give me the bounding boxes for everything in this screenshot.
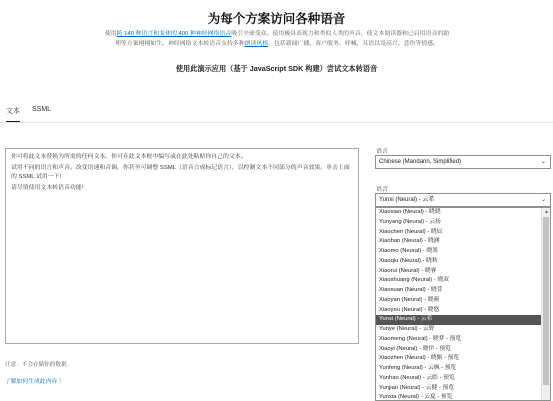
- text-input-area[interactable]: [5, 148, 359, 344]
- language-select-value: Chinese (Mandarin, Simplified): [379, 159, 462, 165]
- voice-option[interactable]: Yunyang (Neural) - 云扬: [379, 218, 441, 225]
- voice-option[interactable]: Yunye (Neural) - 云野: [379, 326, 435, 332]
- voice-options: [376, 208, 542, 401]
- voice-label: 语音: [376, 187, 389, 193]
- voice-option[interactable]: Xiaomeng (Neural) - 晓梦 - 预览: [379, 335, 462, 342]
- voice-option[interactable]: Xiaoxiao (Neural) - 晓晓: [379, 209, 441, 215]
- voice-option[interactable]: Xiaozhen (Neural) - 晓甄 - 预览: [379, 355, 460, 362]
- voice-option[interactable]: Xiaoyi (Neural) - 晓伊 - 预览: [379, 345, 451, 352]
- dropdown-scrollbar[interactable]: [541, 208, 550, 400]
- chevron-down-icon: ⌄: [540, 197, 546, 203]
- voice-option[interactable]: Xiaoshuang (Neural) - 晓双: [379, 277, 449, 284]
- voices-link[interactable]: 跨 140 种语言和变体的 400 种神经网络语音: [116, 31, 232, 37]
- voice-option[interactable]: Xiaoyan (Neural) - 晓颜: [379, 296, 440, 303]
- voice-select-value: Yunxi (Neural) - 云希: [379, 197, 435, 203]
- intro-text-mid: 吸引全球受众。使用极具表现力和类似人类的声音，使文本阅读器和已启用语音的助理等方案栩栩如生。神经网络文本转语音支持多种: [115, 31, 450, 47]
- voice-option[interactable]: Xiaoqiu (Neural) - 晓秋: [379, 257, 438, 264]
- scrollbar-thumb[interactable]: [543, 217, 549, 385]
- input-tabs: [6, 106, 51, 123]
- learn-more-link[interactable]: 了解如何生成此内容 〉: [5, 379, 65, 385]
- demo-subheading: 使用此演示应用（基于 JavaScript SDK 构建）尝试文本转语音: [175, 64, 378, 73]
- tab-divider: [0, 122, 553, 123]
- voice-option[interactable]: Yunxia (Neural) - 云夏 - 预览: [379, 394, 453, 401]
- voice-option[interactable]: Yunhao (Neural) - 云皓 - 预览: [379, 374, 455, 381]
- voice-option[interactable]: Xiaomo (Neural) - 晓墨: [379, 248, 438, 254]
- scroll-up-arrow-icon[interactable]: ▲: [544, 209, 549, 215]
- editor-line-3: 请尽情使用文本转语音功能!: [11, 185, 84, 191]
- voice-dropdown-list[interactable]: [375, 207, 551, 401]
- editor-line-2: 试用不同的语言和声音。改变语速和音调。你甚至可调整 SSML（语音合成标记语言），以控制文本不同部分的声音效果。单击上面的 SSML 试用一下!: [11, 165, 350, 180]
- language-label: 语言: [376, 149, 389, 155]
- voice-select[interactable]: [375, 193, 551, 207]
- editor-line-1: 你可将此文本替换为所需的任何文本。你可在此文本框中编写或在此处粘贴你自己的文本。: [11, 154, 247, 160]
- privacy-note: 注意：不会存储你的数据。: [5, 362, 73, 368]
- intro-paragraph: [104, 29, 450, 49]
- voice-option[interactable]: Xiaoyou (Neural) - 晓悠: [379, 306, 440, 313]
- voice-option[interactable]: Xiaorui (Neural) - 晓睿: [379, 267, 437, 274]
- voice-option[interactable]: Yunjian (Neural) - 云健 - 预览: [379, 384, 455, 391]
- voice-option[interactable]: Xiaochen (Neural) - 晓辰: [379, 228, 443, 235]
- language-select[interactable]: [375, 155, 551, 169]
- voice-option[interactable]: Xiaohan (Neural) - 晓涵: [379, 238, 440, 245]
- page-title: 为每个方案访问各种语音: [207, 12, 346, 26]
- intro-text-post: ，包括新闻广播、客户服务、呼喊、耳语以及高兴、悲伤等情感。: [268, 41, 439, 47]
- chevron-down-icon: ⌄: [540, 159, 546, 165]
- voice-option[interactable]: Yunxi (Neural) - 云希: [376, 315, 542, 325]
- intro-text-pre: 使用: [104, 31, 117, 37]
- tab-text[interactable]: 文本: [6, 106, 20, 123]
- tab-ssml[interactable]: SSML: [32, 106, 52, 113]
- voice-option[interactable]: Yunfeng (Neural) - 云枫 - 预览: [379, 365, 457, 371]
- voice-option[interactable]: Xiaoxuan (Neural) - 晓萱: [379, 287, 443, 293]
- speaking-styles-link[interactable]: 朗读风格: [244, 41, 269, 47]
